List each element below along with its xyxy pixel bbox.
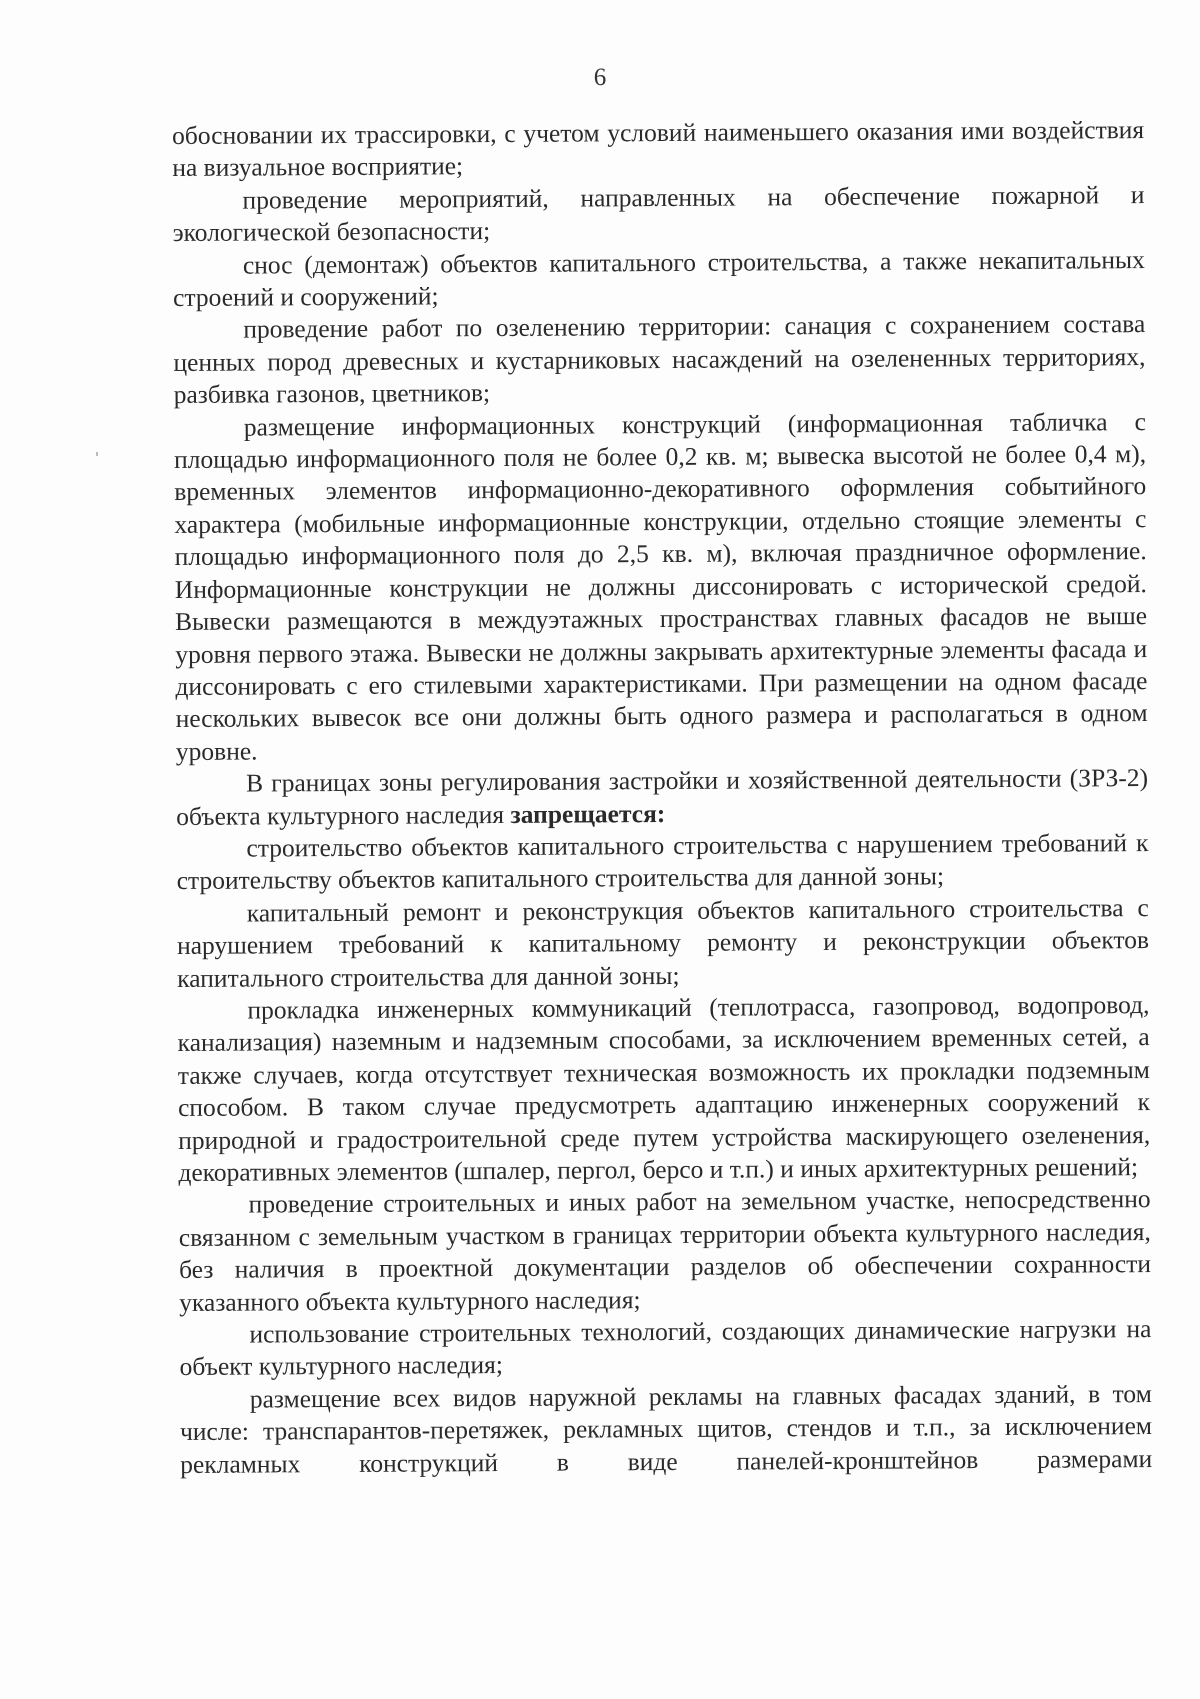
paragraph: прокладка инженерных коммуникаций (теплотрасса, газопровод, водопровод, канализация) наземным и надземным способами, за исключением временных сетей, а также случаев, когда отсутствует техническая возможность их прокладки подземным способом. В таком случае предусмотреть адаптацию инженерных сооружений к природной и градостроительной среде путем устройства маскирующего озеленения, декоративных элементов (шпалер, пергол, берсо и т.п.) и иных архитектурных решений; (177, 990, 1151, 1187)
paragraph: строительство объектов капитального строительства с нарушением требований к строительству объектов капитального строительства для данной зоны; (176, 827, 1149, 896)
paragraph: капитальный ремонт и реконструкция объектов капитального строительства с нарушением требований к капитальному ремонту и реконструкции объектов капитального строительства для данной зоны; (176, 892, 1150, 993)
paragraph: проведение работ по озеленению территории: санация с сохранением состава ценных пород древесных и кустарниковых насаждений на озелененных территориях, разбивка газонов, цветников; (173, 309, 1146, 410)
paragraph-text: В границах зоны регулирования застройки и хозяйственной деятельности (ЗРЗ-2) объекта культурного наследия (176, 763, 1149, 831)
scan-speck (96, 452, 98, 456)
paragraph: снос (демонтаж) объектов капитального строительства, а также некапитальных строений и сооружений; (172, 244, 1145, 313)
document-body (172, 114, 1152, 1481)
paragraph: размещение информационных конструкций (информационная табличка с площадью информационного поля не более 0,2 кв. м; вывеска высотой не более 0,4 м), временных элементов информационно-декоративного оформления событийного характера (мобильные информационные конструкции, отдельно стоящие элементы с площадью информационного поля до 2,5 кв. м), включая праздничное оформление. Информационные конструкции не должны диссонировать с исторической средой. Вывески размещаются в междуэтажных пространствах главных фасадов не выше уровня первого этажа. Вывески не должны закрывать архитектурные элементы фасада и диссонировать с его стилевыми характеристиками. При размещении на одном фасаде нескольких вывесок все они должны быть одного размера и располагаться в одном уровне. (173, 406, 1148, 766)
page-number: 6 (593, 64, 607, 91)
paragraph-zrz2-intro (176, 762, 1148, 833)
paragraph: проведение мероприятий, направленных на обеспечение пожарной и экологической безопасности; (172, 179, 1145, 248)
prohibited-heading: запрещается: (510, 798, 666, 829)
paragraph: обосновании их трассировки, с учетом условий наименьшего оказания ими воздействия на визуальное восприятие; (172, 115, 1145, 183)
paragraph: использование строительных технологий, создающих динамические нагрузки на объект культурного наследия; (179, 1314, 1152, 1382)
paragraph: размещение всех видов наружной рекламы на главных фасадах зданий, в том числе: транспарантов-перетяжек, рекламных щитов, стендов и т.п., за исключением рекламных конструкций в виде панелей-кронштейнов размерами (179, 1378, 1153, 1479)
paragraph: проведение строительных и иных работ на земельном участке, непосредственно связанном с земельным участком в границах территории объекта культурного наследия, без наличия в проектной документации разделов об обеспечении сохранности указанного объекта культурного наследия; (178, 1184, 1152, 1317)
